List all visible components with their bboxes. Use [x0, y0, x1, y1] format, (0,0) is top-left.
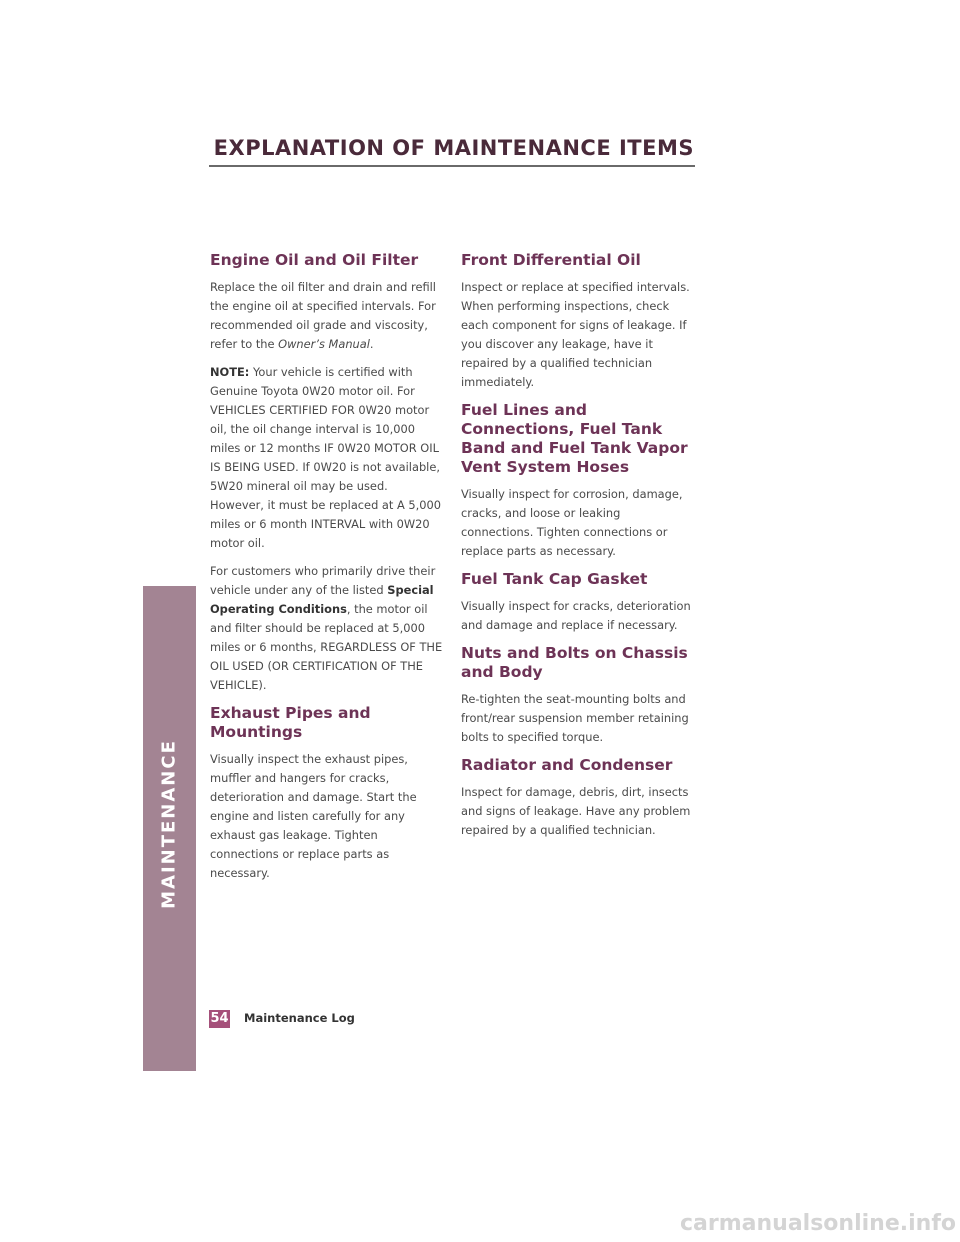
footer-section-label: Maintenance Log [244, 1011, 355, 1025]
note-label: NOTE: [210, 365, 250, 379]
watermark: carmanualsonline.info [680, 1211, 956, 1236]
section-nuts-bolts [461, 644, 695, 747]
note-paragraph [210, 363, 444, 553]
paragraph: Visually inspect for corrosion, damage, cracks, and loose or leaking connections. Tighten connections or replace parts as necessary. [461, 487, 683, 558]
section-tab-label: MAINTENANCE [158, 739, 180, 909]
section-heading: Fuel Tank Cap Gasket [461, 570, 648, 588]
paragraph: Inspect for damage, debris, dirt, insects and signs of leakage. Have any problem repaired by a qualified technician. [461, 785, 691, 837]
section-front-differential [461, 251, 695, 392]
page-title: EXPLANATION OF MAINTENANCE ITEMS [213, 136, 694, 160]
header-divider [209, 165, 695, 167]
section-heading: Nuts and Bolts on Chassis and Body [461, 644, 688, 681]
section-radiator [461, 756, 695, 840]
section-heading: Fuel Lines and Connections, Fuel Tank Band and Fuel Tank Vapor Vent System Hoses [461, 401, 688, 476]
paragraph: Re-tighten the seat-mounting bolts and front/rear suspension member retaining bolts to specified torque. [461, 692, 689, 744]
section-fuel-lines [461, 401, 695, 561]
text: For customers who primarily drive their vehicle under any of the listed [210, 564, 436, 597]
paragraph [210, 278, 444, 354]
section-engine-oil [210, 251, 444, 695]
paragraph: Visually inspect for cracks, deterioration and damage and replace if necessary. [461, 599, 691, 632]
text: , the motor oil and filter should be replaced at 5,000 miles or 6 months, REGARDLESS OF THE OIL USED (OR CERTIFICATION OF THE VEHICLE). [210, 602, 443, 692]
section-heading: Front Differential Oil [461, 251, 641, 269]
paragraph: Inspect or replace at specified intervals. When performing inspections, check each component for signs of leakage. If you discover any leakage, have it repaired by a qualified technician immediately. [461, 280, 690, 389]
note-text: Your vehicle is certified with Genuine Toyota 0W20 motor oil. For VEHICLES CERTIFIED FOR 0W20 motor oil, the oil change interval is 10,000 miles or 12 months IF 0W20 MOTOR OIL IS BEING USED. If 0W20 is not available, 5W20 mineral oil may be used. However, it must be replaced at A 5,000 miles or 6 month INTERVAL with 0W20 motor oil. [210, 365, 442, 550]
section-heading: Radiator and Condenser [461, 756, 673, 774]
section-exhaust [210, 704, 444, 883]
paragraph: Visually inspect the exhaust pipes, muffler and hangers for cracks, deterioration and damage. Start the engine and listen carefully for any exhaust gas leakage. Tighten connections or replace parts as necessary. [210, 752, 417, 880]
section-heading: Exhaust Pipes and Mountings [210, 704, 371, 741]
manual-reference: Owner’s Manual [278, 337, 370, 351]
section-heading: Engine Oil and Oil Filter [210, 251, 419, 269]
page-number: 54 [210, 1011, 229, 1026]
left-column [210, 251, 444, 892]
text: . [369, 337, 374, 351]
paragraph [210, 562, 444, 695]
special-conditions-reference: Special Operating Conditions [210, 583, 434, 616]
right-column [461, 251, 695, 849]
section-fuel-cap [461, 570, 695, 635]
text: Replace the oil filter and drain and refill the engine oil at specified intervals. For recommended oil grade and viscosity, refer to the [210, 280, 436, 351]
